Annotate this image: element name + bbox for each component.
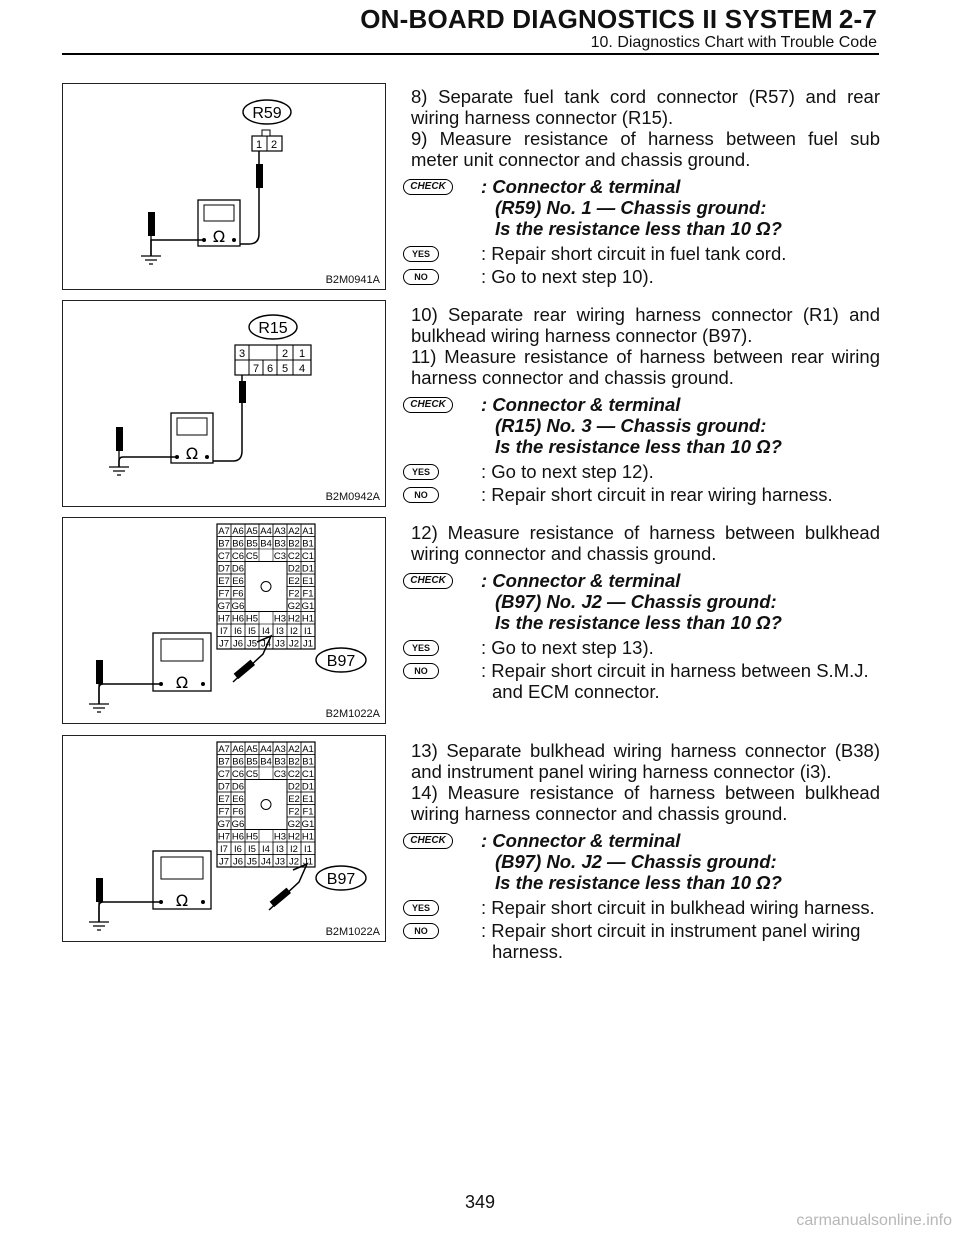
- connector-label: B97: [326, 653, 356, 670]
- ground-probe: [96, 878, 103, 902]
- pin-label: B5: [246, 538, 258, 550]
- pin-label: 2: [281, 348, 289, 360]
- pin-label: B2: [288, 538, 300, 550]
- check-question: [411, 830, 880, 893]
- pin-label: C1: [301, 551, 315, 562]
- test-probe: [270, 888, 291, 908]
- no-badge-icon: NO: [403, 487, 439, 503]
- pin-label: B7: [218, 538, 230, 550]
- pin-label: A5: [246, 744, 258, 755]
- pin-label: H7: [217, 613, 231, 625]
- yes-text: : Repair short circuit in fuel tank cord.: [481, 243, 787, 264]
- pin-label: A7: [218, 744, 230, 755]
- pin-label: E6: [232, 794, 244, 805]
- no-text: : Repair short circuit in instrument panel wiring harness.: [481, 920, 861, 962]
- pin-label: D7: [217, 781, 231, 793]
- pin-label: C3: [273, 769, 287, 780]
- figure-b97-diagram-2: [62, 735, 386, 942]
- pin-label: J6: [232, 638, 244, 650]
- pin-label: 3: [238, 348, 246, 360]
- test-probe: [256, 164, 263, 188]
- pin-label: A4: [260, 744, 272, 755]
- test-probe: [234, 660, 255, 680]
- manual-title: ON-BOARD DIAGNOSTICS II SYSTEM: [360, 4, 833, 34]
- pin-label: D6: [231, 781, 245, 793]
- procedure-block-2: [411, 304, 880, 505]
- check-line: Is the resistance less than 10 Ω?: [495, 218, 782, 239]
- pin-label: G1: [301, 819, 315, 830]
- step-text: 9) Measure resistance of harness between fuel sub meter unit connector and chassis ground.: [411, 128, 880, 170]
- step-text: 12) Measure resistance of harness between bulkhead wiring connector and chassis ground.: [411, 522, 880, 564]
- pin-label: J7: [218, 856, 230, 868]
- pin-label: A7: [218, 526, 230, 537]
- pin-label: A3: [274, 526, 286, 537]
- pin-label: E7: [218, 794, 230, 805]
- yes-text: : Go to next step 12).: [481, 461, 654, 482]
- figure-code: B2M0942A: [325, 491, 380, 503]
- check-line: : Connector & terminal: [481, 570, 681, 591]
- watermark: carmanualsonline.info: [796, 1212, 952, 1229]
- pin-label: A4: [260, 526, 272, 537]
- ohm-icon: Ω: [212, 227, 226, 246]
- pin-label: A6: [232, 526, 244, 537]
- check-line: (R59) No. 1 — Chassis ground:: [495, 197, 767, 218]
- figure-code: B2M0941A: [325, 274, 380, 286]
- no-text: : Repair short circuit in rear wiring harness.: [481, 484, 833, 505]
- pin-label: B1: [302, 538, 314, 550]
- ohm-icon: Ω: [175, 891, 189, 910]
- header-divider: [62, 53, 879, 55]
- pin-label: A1: [302, 526, 314, 537]
- no-text: : Repair short circuit in harness between S.M.J. and ECM connector.: [481, 660, 869, 702]
- no-answer: [411, 920, 880, 962]
- pin-label: J2: [288, 856, 300, 868]
- pin-label: E2: [288, 576, 300, 587]
- pin-label: E1: [302, 794, 314, 805]
- check-line: Is the resistance less than 10 Ω?: [495, 872, 782, 893]
- ohm-icon: Ω: [175, 673, 189, 692]
- pin-label: I1: [304, 844, 312, 855]
- pin-label: H5: [245, 831, 259, 843]
- ohm-icon: Ω: [185, 444, 199, 463]
- pin-label: F7: [218, 806, 230, 818]
- pin-label: A3: [274, 744, 286, 755]
- pin-label: H1: [301, 613, 315, 625]
- step-text: 14) Measure resistance of harness between bulkhead wiring harness connector and chassis ground.: [411, 782, 880, 824]
- pin-label: C1: [301, 769, 315, 780]
- pin-label: H3: [273, 613, 287, 625]
- pin-label: D6: [231, 563, 245, 575]
- pin-label: H2: [287, 613, 301, 625]
- pin-label: 6: [266, 363, 274, 375]
- no-badge-icon: NO: [403, 663, 439, 679]
- pin-label: J3: [274, 856, 286, 868]
- pin-label: H1: [301, 831, 315, 843]
- page-number: 349: [464, 1192, 496, 1212]
- pin-label: H2: [287, 831, 301, 843]
- pin-label: E6: [232, 576, 244, 587]
- pin-label: I6: [234, 844, 242, 855]
- procedure-block-1: [411, 86, 880, 287]
- pin-label: J5: [246, 856, 258, 868]
- yes-badge-icon: YES: [403, 640, 439, 656]
- pin-label: B1: [302, 756, 314, 768]
- step-text: 8) Separate fuel tank cord connector (R57) and rear wiring harness connector (R15).: [411, 86, 880, 128]
- yes-text: : Repair short circuit in bulkhead wiring harness.: [481, 897, 875, 918]
- pin-label: J1: [302, 638, 314, 650]
- pin-label: C6: [231, 551, 245, 562]
- no-answer: [411, 266, 880, 287]
- pin-label: I5: [248, 626, 256, 637]
- pin-label: J4: [260, 856, 272, 868]
- yes-badge-icon: YES: [403, 246, 439, 262]
- pin-label: G6: [231, 601, 245, 612]
- pin-label: A2: [288, 744, 300, 755]
- b97-wiring-diagram: [63, 736, 387, 943]
- pin-label: G2: [287, 601, 301, 612]
- pin-label: B6: [232, 538, 244, 550]
- pin-label: G7: [217, 819, 231, 830]
- pin-label: F6: [232, 806, 244, 818]
- connector-label: R59: [252, 105, 282, 122]
- ground-probe: [96, 660, 103, 684]
- check-line: (B97) No. J2 — Chassis ground:: [495, 851, 777, 872]
- pin-label: D1: [301, 563, 315, 575]
- step-text: 10) Separate rear wiring harness connector (R1) and bulkhead wiring harness connector (B97).: [411, 304, 880, 346]
- pin-label: J6: [232, 856, 244, 868]
- pin-label: 1: [298, 348, 306, 360]
- pin-label: I4: [262, 844, 270, 855]
- pin-label: J4: [260, 638, 272, 650]
- pin-label: B4: [260, 756, 272, 768]
- b97-wiring-diagram: [63, 518, 387, 725]
- pin-label: B4: [260, 538, 272, 550]
- procedure-block-3: [411, 522, 880, 702]
- pin-label: H7: [217, 831, 231, 843]
- pin-label: E7: [218, 576, 230, 587]
- pin-label: A2: [288, 526, 300, 537]
- pin-label: H6: [231, 831, 245, 843]
- pin-label: F6: [232, 588, 244, 600]
- pin-label: B7: [218, 756, 230, 768]
- step-text: 11) Measure resistance of harness between rear wiring harness connector and chassis ground.: [411, 346, 880, 388]
- pin-label: J7: [218, 638, 230, 650]
- no-badge-icon: NO: [403, 923, 439, 939]
- check-question: [411, 176, 880, 239]
- pin-label: E1: [302, 576, 314, 587]
- figure-b97-diagram: [62, 517, 386, 724]
- ground-icon: [89, 684, 109, 712]
- check-line: (B97) No. J2 — Chassis ground:: [495, 591, 777, 612]
- yes-answer: [411, 637, 880, 658]
- no-answer: [411, 660, 880, 702]
- figure-r59-diagram: [62, 83, 386, 290]
- pin-label: J1: [302, 856, 314, 868]
- pin-label: C2: [287, 551, 301, 562]
- section-number: 2-7: [838, 4, 877, 34]
- pin-label: A1: [302, 744, 314, 755]
- pin-label: D2: [287, 781, 301, 793]
- ground-probe: [148, 212, 155, 236]
- pin-label: I2: [290, 844, 298, 855]
- pin-label: C3: [273, 551, 287, 562]
- figure-code: B2M1022A: [325, 926, 380, 938]
- connector-label: R15: [258, 320, 288, 337]
- pin-label: C2: [287, 769, 301, 780]
- pin-label: H5: [245, 613, 259, 625]
- pin-label: 1: [255, 139, 263, 151]
- r15-wiring-diagram: [63, 301, 387, 508]
- pin-label: D1: [301, 781, 315, 793]
- check-line: : Connector & terminal: [481, 176, 681, 197]
- page-subtitle: 10. Diagnostics Chart with Trouble Code: [590, 34, 877, 51]
- pin-label: D7: [217, 563, 231, 575]
- pin-label: H3: [273, 831, 287, 843]
- connector-label: B97: [326, 871, 356, 888]
- check-badge-icon: CHECK: [403, 397, 453, 413]
- pin-label: E2: [288, 794, 300, 805]
- pin-label: B3: [274, 538, 286, 550]
- r59-wiring-diagram: [63, 84, 387, 291]
- b97-connector-grid: [217, 742, 315, 868]
- pin-label: I7: [220, 844, 228, 855]
- yes-badge-icon: YES: [403, 464, 439, 480]
- step-text: 13) Separate bulkhead wiring harness connector (B38) and instrument panel wiring harness connector (i3).: [411, 740, 880, 782]
- no-text: : Go to next step 10).: [481, 266, 654, 287]
- pin-label: C7: [217, 551, 231, 562]
- pin-label: 7: [252, 363, 260, 375]
- pin-label: F1: [302, 806, 314, 818]
- pin-label: C6: [231, 769, 245, 780]
- no-answer: [411, 484, 880, 505]
- test-probe: [239, 381, 246, 403]
- pin-label: G7: [217, 601, 231, 612]
- pin-label: B5: [246, 756, 258, 768]
- pin-label: I7: [220, 626, 228, 637]
- yes-badge-icon: YES: [403, 900, 439, 916]
- check-line: : Connector & terminal: [481, 394, 681, 415]
- pin-label: I5: [248, 844, 256, 855]
- yes-text: : Go to next step 13).: [481, 637, 654, 658]
- yes-answer: [411, 897, 880, 918]
- check-question: [411, 570, 880, 633]
- b97-connector-cavity: [245, 562, 287, 612]
- pin-label: B6: [232, 756, 244, 768]
- pin-label: I2: [290, 626, 298, 637]
- pin-label: F1: [302, 588, 314, 600]
- procedure-block-4: [411, 740, 880, 962]
- pin-label: 5: [281, 363, 289, 375]
- ground-icon: [109, 451, 129, 475]
- pin-label: J2: [288, 638, 300, 650]
- yes-answer: [411, 243, 880, 264]
- check-badge-icon: CHECK: [403, 179, 453, 195]
- pin-label: F2: [288, 588, 300, 600]
- pin-label: F7: [218, 588, 230, 600]
- pin-label: 2: [270, 139, 278, 151]
- pin-label: B2: [288, 756, 300, 768]
- pin-label: C7: [217, 769, 231, 780]
- pin-label: G6: [231, 819, 245, 830]
- b97-connector-cavity: [245, 780, 287, 830]
- pin-label: A5: [246, 526, 258, 537]
- no-badge-icon: NO: [403, 269, 439, 285]
- pin-label: C5: [245, 551, 259, 562]
- b97-connector-grid: [217, 524, 315, 650]
- yes-answer: [411, 461, 880, 482]
- pin-label: C5: [245, 769, 259, 780]
- check-line: (R15) No. 3 — Chassis ground:: [495, 415, 767, 436]
- pin-label: I3: [276, 844, 284, 855]
- check-line: : Connector & terminal: [481, 830, 681, 851]
- check-question: [411, 394, 880, 457]
- pin-label: J5: [246, 638, 258, 650]
- pin-label: I1: [304, 626, 312, 637]
- ground-icon: [89, 902, 109, 930]
- pin-label: I6: [234, 626, 242, 637]
- figure-code: B2M1022A: [325, 708, 380, 720]
- pin-label: G1: [301, 601, 315, 612]
- pin-label: H6: [231, 613, 245, 625]
- check-line: Is the resistance less than 10 Ω?: [495, 612, 782, 633]
- page-header-title: [300, 4, 877, 34]
- figure-r15-diagram: [62, 300, 386, 507]
- pin-label: I4: [262, 626, 270, 637]
- pin-label: 4: [298, 363, 306, 375]
- pin-label: G2: [287, 819, 301, 830]
- check-line: Is the resistance less than 10 Ω?: [495, 436, 782, 457]
- pin-label: A6: [232, 744, 244, 755]
- pin-label: D2: [287, 563, 301, 575]
- pin-label: J3: [274, 638, 286, 650]
- check-badge-icon: CHECK: [403, 833, 453, 849]
- pin-label: B3: [274, 756, 286, 768]
- check-badge-icon: CHECK: [403, 573, 453, 589]
- pin-label: F2: [288, 806, 300, 818]
- pin-label: I3: [276, 626, 284, 637]
- ground-probe: [116, 427, 123, 451]
